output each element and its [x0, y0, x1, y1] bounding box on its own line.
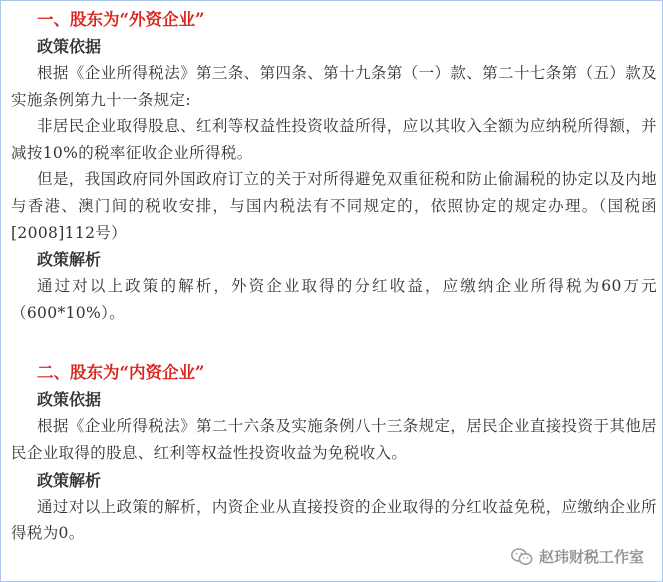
section2-analysis-paragraph: 通过对以上政策的解析，内资企业从直接投资的企业取得的分红收益免税，应缴纳企业所得税为0。	[11, 497, 657, 543]
section1-basis-paragraph-1: 根据《企业所得税法》第三条、第四条、第十九条第（一）款、第二十七条第（五）款及实施条例第九十一条规定:	[11, 64, 657, 109]
section1-heading: 一、股东为“外资企业”	[37, 10, 205, 29]
watermark	[511, 546, 644, 567]
section1-analysis-title: 政策解析	[37, 250, 102, 270]
section2-basis-paragraph: 根据《企业所得税法》第二十六条及实施条例八十三条规定，居民企业直接投资于其他居民企业取得的股息、红利等权益性投资收益为免税收入。	[11, 417, 657, 462]
section1-basis-paragraph-2: 非居民企业取得股息、红利等权益性投资收益所得，应以其收入全额为应纳税所得额，并减按10%的税率征收企业所得税。	[11, 117, 657, 162]
section1-analysis-paragraph: 通过对以上政策的解析，外资企业取得的分红收益，应缴纳企业所得税为60万元（600*10%）。	[11, 277, 657, 322]
section1-basis-paragraph-3: 但是，我国政府同外国政府订立的关于对所得避免双重征税和防止偷漏税的协定以及内地与香港、澳门间的税收安排，与国内税法有不同规定的，依照协定的规定办理。（国税函[2008]112号）	[11, 170, 657, 242]
section2-analysis-title: 政策解析	[37, 470, 102, 490]
section2-heading: 二、股东为“内资企业”	[37, 363, 205, 383]
section-spacer	[11, 326, 657, 360]
wechat-icon	[511, 548, 533, 566]
section2-basis-title: 政策依据	[37, 390, 102, 410]
section1-basis-title: 政策依据	[37, 37, 102, 56]
document-content	[11, 7, 657, 547]
watermark-text: 赵玮财税工作室	[538, 548, 644, 566]
